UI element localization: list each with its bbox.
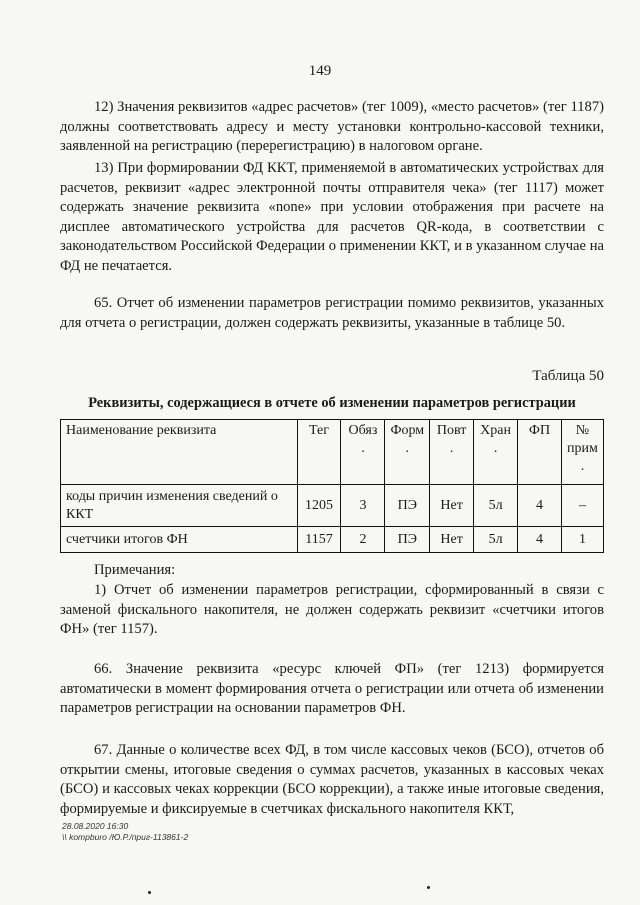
table-cell: 1205 bbox=[297, 485, 341, 527]
header-required: Обяз . bbox=[341, 420, 385, 485]
table-cell: ПЭ bbox=[385, 527, 430, 553]
paragraph-12: 12) Значения реквизитов «адрес расчетов» (тег 1009), «место расчетов» (тег 1187) должны соответствовать адресу и месту установки контрольно-кассовой техники, заявленной на регистрацию (перерегистрацию) в налоговом органе. bbox=[60, 99, 604, 155]
header-tag: Тег bbox=[297, 420, 341, 485]
header-repeat: Повт . bbox=[430, 420, 474, 485]
table-cell: – bbox=[561, 485, 603, 527]
footer-path: \\ kompburo /Ю.Р./приг-113861-2 bbox=[62, 832, 189, 842]
header-name: Наименование реквизита bbox=[61, 420, 298, 485]
notes-heading: Примечания: bbox=[94, 562, 176, 578]
page-number: 149 bbox=[308, 63, 332, 79]
table-cell: 3 bbox=[341, 485, 385, 527]
scan-speck bbox=[148, 891, 151, 894]
table-cell: коды причин изменения сведений о ККТ bbox=[61, 485, 298, 527]
table-cell: 2 bbox=[341, 527, 385, 553]
header-note-number: № прим . bbox=[561, 420, 603, 485]
header-storage: Хран . bbox=[474, 420, 518, 485]
paragraph-66: 66. Значение реквизита «ресурс ключей ФП» (тег 1213) формируется автоматически в момент формирования отчета о регистрации или отчета об изменении параметров регистрации на основании параметров ФН. bbox=[60, 661, 604, 717]
footer-date: 28.08.2020 16:30 bbox=[62, 821, 129, 831]
header-fp: ФП bbox=[518, 420, 562, 485]
paragraph-67: 67. Данные о количестве всех ФД, в том числе кассовых чеков (БСО), отчетов об открытии смены, итоговые сведения о суммах расчетов, указанных в кассовых чеках (БСО) и кассовых чеках коррекции (БСО коррекции), а также иные итоговые сведения, формируемые и фиксируемые в счетчиках фискального накопителя ККТ, bbox=[60, 742, 604, 817]
table-cell: 5л bbox=[474, 485, 518, 527]
requisites-table bbox=[60, 419, 604, 553]
table-header-row bbox=[61, 420, 604, 485]
scan-speck bbox=[427, 886, 430, 889]
table-number: Таблица 50 bbox=[532, 368, 604, 384]
table-cell: 1 bbox=[561, 527, 603, 553]
table-row bbox=[61, 485, 604, 527]
table-cell: 4 bbox=[518, 485, 562, 527]
paragraph-65: 65. Отчет об изменении параметров регистрации помимо реквизитов, указанных для отчета о регистрации, должен содержать реквизиты, указанные в таблице 50. bbox=[60, 295, 604, 331]
table-cell: 5л bbox=[474, 527, 518, 553]
table-cell: счетчики итогов ФН bbox=[61, 527, 298, 553]
table-title: Реквизиты, содержащиеся в отчете об изменении параметров регистрации bbox=[88, 395, 576, 411]
note-1: 1) Отчет об изменении параметров регистрации, сформированный в связи с заменой фискального накопителя, не должен содержать реквизит «счетчики итогов ФН» (тег 1157). bbox=[60, 582, 604, 638]
table-row bbox=[61, 527, 604, 553]
table-cell: Нет bbox=[430, 485, 474, 527]
footer-stamp bbox=[62, 821, 188, 843]
table-cell: 4 bbox=[518, 527, 562, 553]
table-cell: ПЭ bbox=[385, 485, 430, 527]
table-cell: 1157 bbox=[297, 527, 341, 553]
table-cell: Нет bbox=[430, 527, 474, 553]
header-format: Форм . bbox=[385, 420, 430, 485]
paragraph-13: 13) При формировании ФД ККТ, применяемой в автоматических устройствах для расчетов, реквизит «адрес электронной почты отправителя чека» (тег 1117) может содержать значение реквизита «none» при условии отображения при расчете на дисплее автоматического устройства для расчетов QR-кода, в соответствии с законодательством Российской Федерации о применении ККТ, и в указанном случае на ФД не печатается. bbox=[60, 160, 604, 274]
